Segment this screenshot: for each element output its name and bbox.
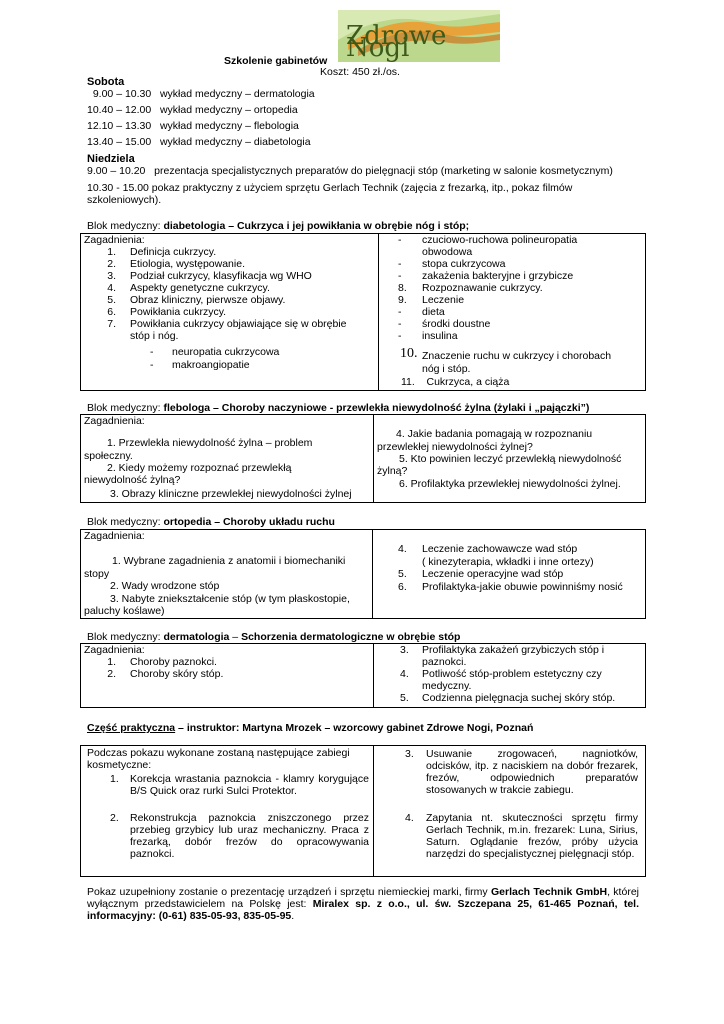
list-item: 6. Profilaktyka przewlekłej niewydolności żylnej.	[399, 478, 621, 490]
list-item: Usuwanie zrogowaceń, nagniotków, odcisków, itp. z naciskiem na dobór frezarek, frezów, odpowiednich preparatów stosowanych w trakcie zabiegu.	[426, 748, 638, 796]
dermatology-heading	[87, 631, 460, 643]
list-item: 1. Definicja cukrzycy.	[107, 246, 217, 258]
list-item: niewydolność żylną?	[84, 474, 181, 486]
list-item: 3. Nabyte zniekształcenie stóp (w tym płaskostopie,	[110, 593, 350, 605]
list-item: - insulina	[398, 330, 458, 342]
schedule-row: 12.10 – 13.30 wykład medyczny – flebologia	[87, 120, 299, 132]
list-item: 4. Aspekty genetyczne cukrzycy.	[107, 282, 270, 294]
list-item: paznokci.	[422, 656, 467, 668]
footer-text: Pokaz uzupełniony zostanie o prezentację urządzeń i sprzętu niemieckiej marki, firmy	[87, 886, 491, 898]
list-item: 8. Rozpoznawanie cukrzycy.	[398, 282, 543, 294]
schedule-row: 10.40 – 12.00 wykład medyczny – ortopedia	[87, 104, 298, 116]
list-item: Zapytania nt. skuteczności sprzętu firmy Gerlach Technik, m.in. frezarek: Luna, Sirius, Saturn. Oglądanie frezów, próby użycia narzędzi do specjalistycznej pielęgnacji stóp.	[426, 812, 638, 860]
list-item: 3. Podział cukrzycy, klasyfikacja wg WHO	[107, 270, 312, 282]
heading-rest: – instruktor: Martyna Mrozek – wzorcowy gabinet Zdrowe Nogi, Poznań	[175, 722, 534, 734]
heading-prefix: Blok medyczny:	[87, 516, 164, 528]
list-number: 4.	[405, 812, 414, 824]
heading-prefix: Blok medyczny:	[87, 220, 164, 232]
practical-intro: Podczas pokazu wykonane zostaną następujące zabiegi kosmetyczne:	[87, 747, 350, 771]
list-item: 2. Wady wrodzone stóp	[110, 580, 220, 592]
list-item: przewlekłej niewydolności żylnej?	[377, 441, 533, 453]
heading-bold: ortopedia – Choroby układu ruchu	[163, 516, 335, 528]
list-number: 1.	[110, 773, 119, 785]
list-item: 7. Powikłania cukrzycy objawiające się w obrębie	[107, 318, 347, 330]
list-item: 5. Codzienna pielęgnacja suchej skóry stóp.	[400, 692, 616, 704]
list-item: ( kinezyterapia, wkładki i inne ortezy)	[422, 555, 594, 568]
page-title: Szkolenie gabinetów	[224, 55, 328, 67]
list-item: 6. Powikłania cukrzycy.	[107, 306, 227, 318]
sunday-label: Niedziela	[87, 153, 135, 165]
list-item: społeczny.	[84, 450, 133, 462]
list-item: 5. Leczenie operacyjne wad stóp	[398, 568, 564, 580]
list-item: paluchy koślawe)	[84, 605, 165, 617]
list-item: 5. Kto powinien leczyć przewlekłą niewydolność	[399, 453, 622, 465]
diabetology-heading	[87, 220, 469, 232]
list-item: Korekcja wrastania paznokcia - klamry korygujące B/S Quick oraz rurki Sulci Protektor.	[130, 773, 369, 797]
saturday-label: Sobota	[87, 76, 125, 88]
footer-contact: Miralex sp. z o.o., ul. św. Szczepana 25, 61-465 Poznań, tel. informacyjny: (0-61) 835-05-93, 835-05-95	[87, 898, 639, 922]
table-divider	[373, 643, 374, 708]
list-item: 9. Leczenie	[398, 294, 465, 306]
schedule-row: 13.40 – 15.00 wykład medyczny – diabetologia	[87, 136, 311, 148]
list-item: 2. Choroby skóry stóp.	[107, 668, 224, 680]
footer-text: .	[291, 910, 295, 922]
schedule-row: 9.00 – 10.30 wykład medyczny – dermatologia	[87, 88, 315, 100]
dermatology-right-list	[400, 644, 644, 704]
table-divider	[373, 414, 374, 503]
sub-item: - neuropatia cukrzycowa	[150, 346, 280, 358]
heading-prefix: Blok medyczny:	[87, 631, 164, 643]
list-item: stóp i nóg.	[130, 330, 179, 342]
footer-brand: Gerlach Technik GmbH	[490, 886, 608, 898]
list-number: 10.	[400, 346, 418, 361]
list-number: 3.	[405, 748, 414, 760]
footer-text: , której wyłącznym przedstawicielem na Polskę jest:	[87, 886, 639, 910]
list-item: 4. Jakie badania pomagają w rozpoznaniu	[396, 428, 593, 440]
schedule-row: 10.30 - 15.00 pokaz praktyczny z użyciem sprzętu Gerlach Technik (zajęcia z frezarką, itp., pokaz filmów szkoleniowych).	[87, 182, 573, 206]
sub-item: - makroangiopatie	[150, 359, 250, 371]
orthopedics-right-list	[398, 543, 643, 593]
list-item: 1. Choroby paznokci.	[107, 656, 217, 668]
list-item: 4. Potliwość stóp-problem estetyczny czy	[400, 668, 602, 680]
heading-separator: –	[229, 631, 242, 643]
cost-text: Koszt: 450 zł./os.	[320, 66, 400, 78]
zagadnienia-label: Zagadnienia:	[84, 234, 145, 246]
heading-bold: Schorzenia dermatologiczne w obrębie stóp	[241, 631, 461, 643]
zagadnienia-label: Zagadnienia:	[84, 530, 145, 542]
list-item: 6. Profilaktyka-jakie obuwie powinniśmy nosić	[398, 580, 623, 593]
practical-heading	[87, 722, 533, 734]
table-divider	[373, 745, 374, 877]
list-number: 2.	[110, 812, 119, 824]
schedule-row: 9.00 – 10.20 prezentacja specjalistycznych preparatów do pielęgnacji stóp (marketing w salonie kosmetycznym)	[87, 165, 613, 177]
list-item: 4. Leczenie zachowawcze wad stóp	[398, 543, 578, 555]
list-item: żylną?	[377, 465, 408, 477]
list-item: medyczny.	[422, 680, 472, 692]
zdrowe-nogi-logo	[338, 10, 500, 62]
footer-paragraph	[87, 886, 639, 922]
logo-text: Zdrowe Nogi	[346, 21, 447, 62]
list-item: 3. Profilaktyka zakażeń grzybiczych stóp i	[400, 644, 605, 656]
zagadnienia-label: Zagadnienia:	[84, 415, 145, 427]
list-item: Rekonstrukcja paznokcia zniszczonego przez przebieg grzybicy lub uraz mechaniczny. Praca z frezarką, dobór frezów do opracowywania paznokci.	[130, 812, 369, 860]
heading-underlined: Część praktyczna	[87, 722, 176, 734]
list-item: 2. Kiedy możemy rozpoznać przewlekłą	[107, 462, 292, 474]
list-item: 2. Etiologia, występowanie.	[107, 258, 245, 270]
diabetology-left-list	[102, 246, 372, 342]
heading-bold: dermatologia	[163, 631, 230, 643]
orthopedics-heading	[87, 516, 335, 528]
heading-bold: flebologa – Choroby naczyniowe - przewlekła niewydolność żylna (żylaki i „pajączki”)	[163, 402, 590, 414]
list-item: 3. Obrazy kliniczne przewlekłej niewydolności żylnej	[110, 488, 352, 500]
heading-prefix: Blok medyczny:	[87, 402, 164, 414]
phlebology-heading	[87, 402, 589, 414]
dermatology-left-list	[102, 656, 362, 680]
list-item: 5. Obraz kliniczny, pierwsze objawy.	[107, 294, 286, 306]
list-item: nóg i stóp.	[422, 363, 471, 375]
heading-bold: diabetologia – Cukrzyca i jej powikłania w obrębie nóg i stóp;	[163, 220, 470, 232]
list-item: 1. Wybrane zagadnienia z anatomii i biomechaniki	[112, 555, 346, 567]
diabetology-right-list	[398, 234, 643, 342]
table-divider	[372, 529, 373, 619]
list-item: - stopa cukrzycowa	[398, 258, 506, 270]
list-item: 1. Przewlekła niewydolność żylna – problem	[107, 437, 313, 449]
zagadnienia-label: Zagadnienia:	[84, 644, 145, 656]
list-item: obwodowa	[422, 246, 473, 258]
list-item: stopy	[84, 568, 110, 580]
list-item: - czuciowo-ruchowa polineuropatia	[398, 234, 578, 246]
table-divider	[378, 233, 379, 391]
list-item: 11. Cukrzyca, a ciąża	[401, 376, 510, 388]
list-item: - zakażenia bakteryjne i grzybicze	[398, 270, 574, 282]
list-item: - środki doustne	[398, 318, 491, 330]
list-item: Znaczenie ruchu w cukrzycy i chorobach	[422, 350, 612, 362]
list-item: - dieta	[398, 306, 445, 318]
